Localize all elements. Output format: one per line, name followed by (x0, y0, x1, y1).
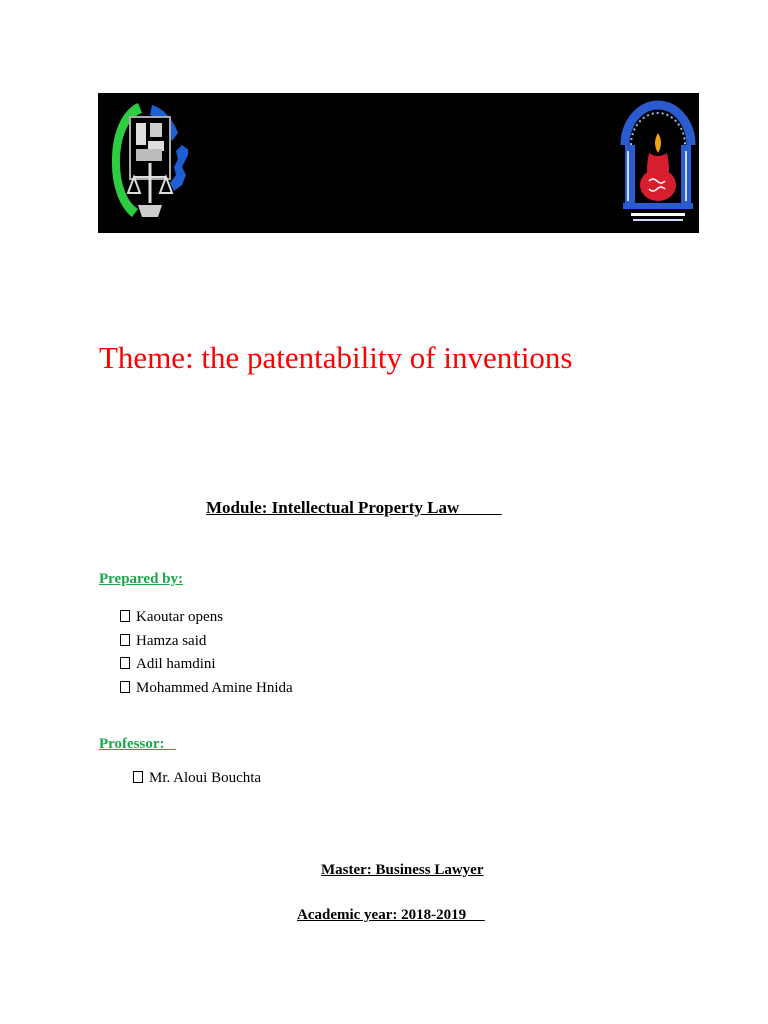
university-logo (619, 93, 697, 231)
list-item (120, 630, 293, 654)
checkbox-bullet-icon (120, 681, 130, 693)
author-name: Kaoutar opens (136, 609, 224, 625)
professor-name: Mr. Aloui Bouchta (149, 770, 262, 786)
list-item (120, 677, 293, 701)
professor-label: Professor: (99, 736, 176, 752)
checkbox-bullet-icon (120, 657, 130, 669)
law-faculty-logo (102, 93, 188, 231)
master-program: Master: Business Lawyer (321, 862, 484, 878)
list-item (120, 606, 293, 630)
professor-item (133, 770, 261, 787)
header-banner (98, 93, 699, 233)
list-item (120, 653, 293, 677)
authors-list (120, 606, 293, 700)
academic-year: Academic year: 2018-2019 (297, 907, 485, 923)
checkbox-bullet-icon (133, 771, 143, 783)
checkbox-bullet-icon (120, 634, 130, 646)
author-name: Mohammed Amine Hnida (136, 679, 293, 696)
author-name: Adil hamdini (136, 656, 216, 672)
theme-title: Theme: the patentability of inventions (99, 340, 573, 375)
author-name: Hamza said (136, 632, 207, 649)
prepared-by-label: Prepared by: (99, 571, 184, 587)
module-heading: Module: Intellectual Property Law (206, 498, 502, 517)
checkbox-bullet-icon (120, 610, 130, 622)
